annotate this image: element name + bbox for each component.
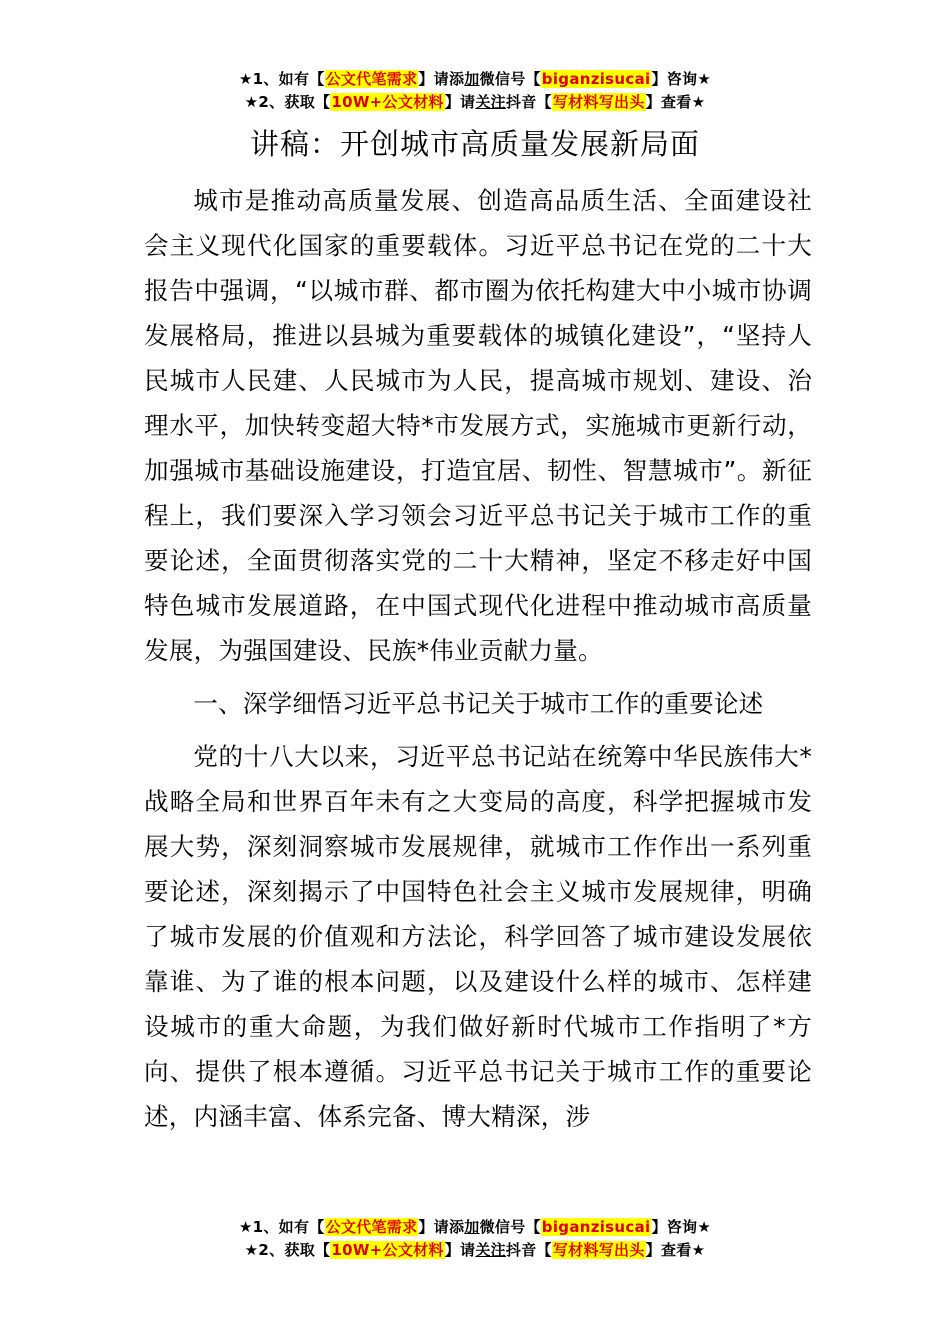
banner-text: 】请: [444, 1241, 476, 1259]
footer-banner: [0, 1216, 950, 1262]
paragraph: 党的十八大以来，习近平总书记站在统筹中华民族伟大*战略全局和世界百年未有之大变局的高度，科学把握城市发展大势，深刻洞察城市发展规律，就城市工作作出一系列重要论述，深刻揭示了中国特色社会主义城市发展规律，明确了城市发展的价值观和方法论，科学回答了城市建设发展依靠谁、为了谁的根本问题，以及建设什么样的城市、怎样建设城市的重大命题，为我们做好新时代城市工作指明了*方向、提供了根本遵循。习近平总书记关于城市工作的重要论述，内涵丰富、体系完备、博大精深，涉: [144, 742, 812, 1131]
banner-text: 】查看★: [645, 1241, 706, 1259]
document-body: [144, 178, 812, 1139]
banner-underlined-text: 加: [464, 70, 480, 88]
banner-line-1: [0, 1216, 950, 1239]
banner-underlined-text: 关注: [475, 93, 506, 111]
banner-line-2: [0, 91, 950, 114]
banner-text: ★2、获取【: [244, 93, 331, 111]
banner-text: 微信号【: [479, 70, 541, 88]
banner-highlight: 10W+公文材料: [331, 93, 444, 111]
banner-text: ★2、获取【: [244, 1241, 331, 1259]
document-title: 讲稿：开创城市高质量发展新局面: [249, 127, 700, 161]
banner-line-2: [0, 1239, 950, 1262]
banner-text: ★1、如有【: [238, 70, 325, 88]
banner-douyin-id: 写材料写出头: [552, 93, 645, 111]
banner-text: 】查看★: [645, 93, 706, 111]
banner-highlight: 10W+公文材料: [331, 1241, 444, 1259]
banner-text: 】请添: [418, 70, 465, 88]
paragraph: 城市是推动高质量发展、创造高品质生活、全面建设社会主义现代化国家的重要载体。习近平总书记在党的二十大报告中强调，“以城市群、都市圈为依托构建大中小城市协调发展格局，推进以县城为重要载体的城镇化建设”，“坚持人民城市人民建、人民城市为人民，提高城市规划、建设、治理水平，加快转变超大特*市发展方式，实施城市更新行动，加强城市基础设施建设，打造宜居、韧性、智慧城市”。新征程上，我们要深入学习领会习近平总书记关于城市工作的重要论述，全面贯彻落实党的二十大精神，坚定不移走好中国特色城市发展道路，在中国式现代化进程中推动城市高质量发展，为强国建设、民族*伟业贡献力量。: [144, 186, 812, 665]
banner-underlined-text: 加: [464, 1218, 480, 1236]
banner-text: 抖音【: [505, 93, 552, 111]
banner-text: 抖音【: [505, 1241, 552, 1259]
banner-text: 】咨询★: [651, 1218, 712, 1236]
banner-wechat-id: biganzisucai: [541, 70, 651, 88]
banner-text: 微信号【: [479, 1218, 541, 1236]
banner-douyin-id: 写材料写出头: [552, 1241, 645, 1259]
banner-line-1: [0, 68, 950, 91]
banner-text: 】请添: [418, 1218, 465, 1236]
banner-text: 】咨询★: [651, 70, 712, 88]
banner-wechat-id: biganzisucai: [541, 1218, 651, 1236]
banner-highlight: 公文代笔需求: [325, 1218, 418, 1236]
banner-highlight: 公文代笔需求: [325, 70, 418, 88]
banner-text: 】请: [444, 93, 476, 111]
section-heading: 一、深学细悟习近平总书记关于城市工作的重要论述: [193, 689, 764, 718]
banner-underlined-text: 关注: [475, 1241, 506, 1259]
header-banner: [0, 68, 950, 114]
banner-text: ★1、如有【: [238, 1218, 325, 1236]
